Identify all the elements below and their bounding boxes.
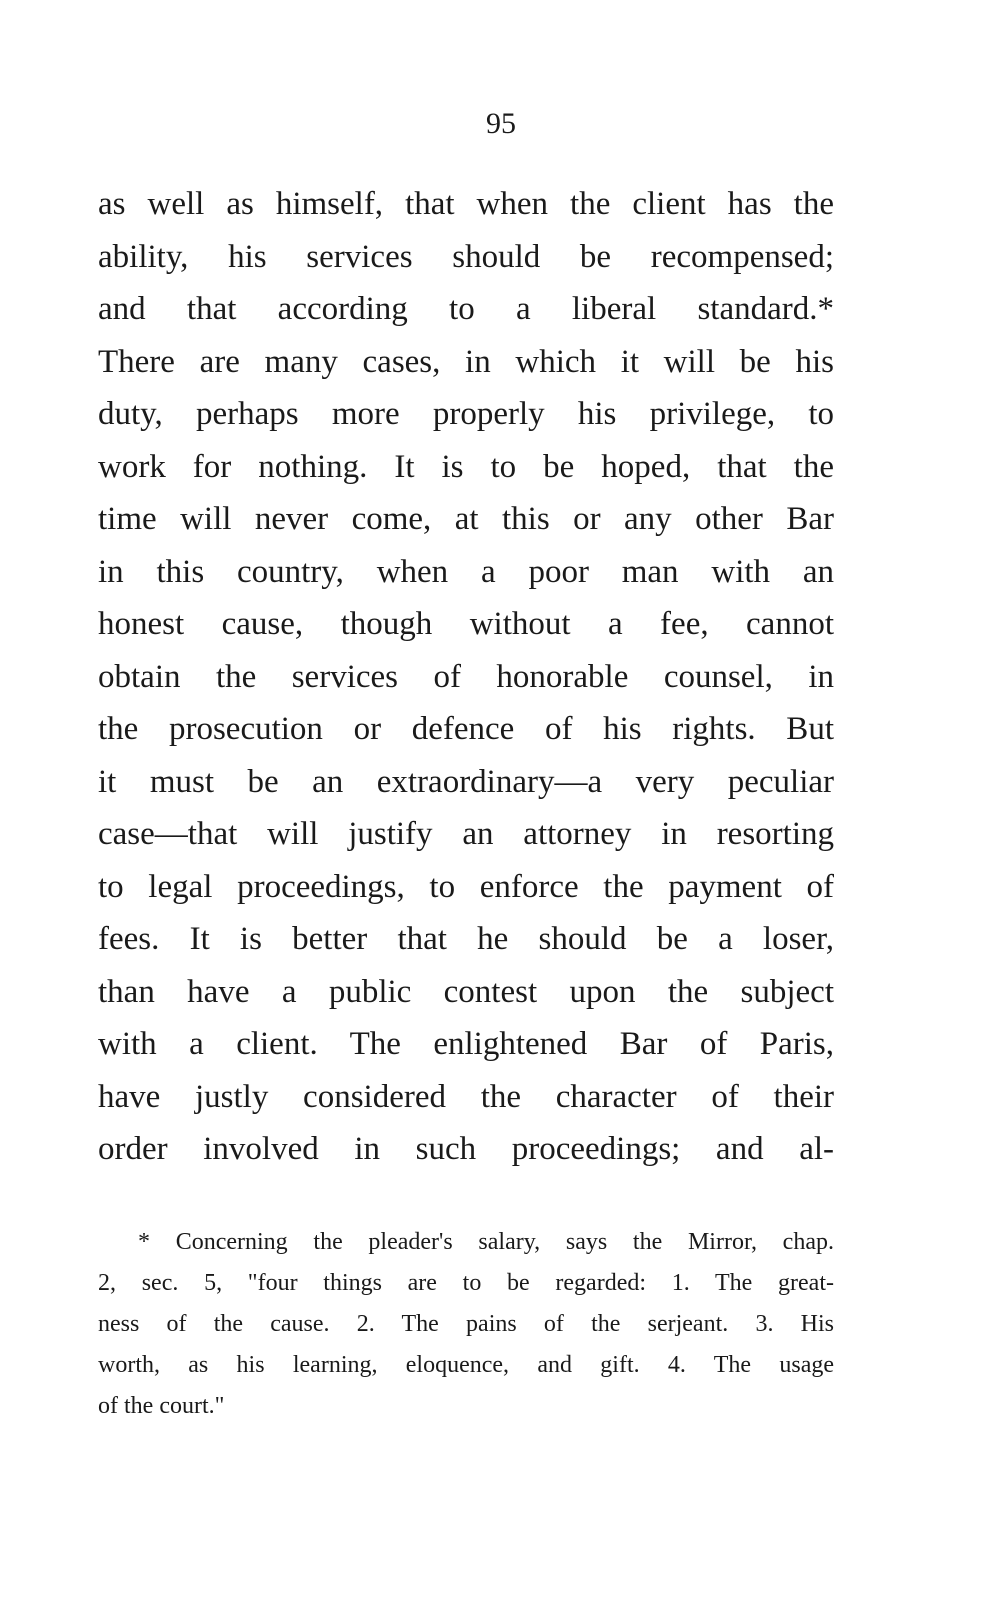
footnote-line: worth, as his learning, eloquence, and gift. 4. The usage — [98, 1352, 834, 1378]
body-line: obtain the services of honorable counsel, in — [98, 658, 834, 695]
body-line: to legal proceedings, to enforce the payment of — [98, 868, 834, 905]
body-line: There are many cases, in which it will be his — [98, 343, 834, 380]
body-line: in this country, when a poor man with an — [98, 553, 834, 590]
footnote-line: of the court." — [98, 1393, 225, 1419]
body-line: and that according to a liberal standard.* — [98, 291, 834, 327]
body-line: ability, his services should be recompensed; — [98, 238, 834, 275]
body-line: case—that will justify an attorney in resorting — [98, 816, 834, 852]
page-number: 95 — [486, 107, 516, 140]
body-line: as well as himself, that when the client has the — [98, 186, 834, 222]
body-line: work for nothing. It is to be hoped, that the — [98, 448, 834, 485]
body-text — [98, 178, 834, 1176]
body-line: time will never come, at this or any other Bar — [98, 501, 834, 537]
body-line: honest cause, though without a fee, cannot — [98, 606, 834, 642]
footnote-line: * Concerning the pleader's salary, says the Mirror, chap. — [138, 1229, 834, 1255]
body-line: have justly considered the character of their — [98, 1078, 834, 1115]
body-line: duty, perhaps more properly his privilege, to — [98, 396, 834, 432]
body-line: with a client. The enlightened Bar of Paris, — [98, 1026, 834, 1062]
footnote-line: ness of the cause. 2. The pains of the serjeant. 3. His — [98, 1311, 834, 1337]
body-line: fees. It is better that he should be a loser, — [98, 921, 834, 957]
body-line: the prosecution or defence of his rights. But — [98, 711, 834, 747]
footnote — [98, 1222, 834, 1427]
footnote-line: 2, sec. 5, "four things are to be regarded: 1. The great- — [98, 1270, 834, 1296]
body-line: order involved in such proceedings; and al- — [98, 1131, 834, 1167]
body-line: than have a public contest upon the subject — [98, 973, 834, 1010]
body-line: it must be an extraordinary—a very peculiar — [98, 763, 834, 800]
